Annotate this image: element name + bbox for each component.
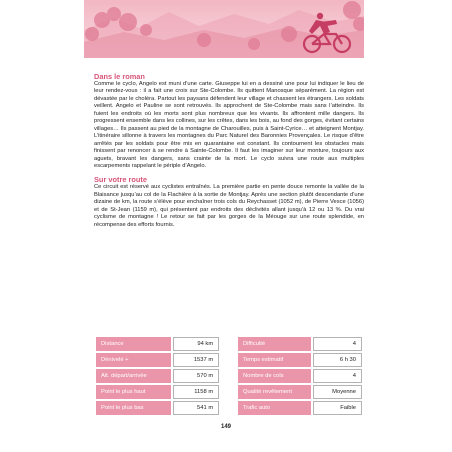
page-number: 149	[220, 424, 231, 430]
stat-value: 1537 m	[173, 353, 220, 367]
stat-value: 4	[313, 337, 362, 351]
stat-value: Moyenne	[313, 385, 362, 399]
stat-value: 94 km	[173, 337, 220, 351]
article-body	[94, 72, 364, 229]
stat-label: Nombre de cols	[238, 369, 311, 383]
stat-value: 4	[313, 369, 362, 383]
stat-label: Point le plus haut	[96, 385, 171, 399]
section-title-route: Sur votre route	[94, 175, 147, 185]
section-text-route: Ce circuit est réservé aux cyclistes entraînés. La première partie en pente douce remonte la vallée de la Blaisance jusqu’au col de la Flachière à la sortie de Montjay. Après une section plutôt descendante d’une dizaine de km, la route s’élève pour enchaîner trois cols du Reychasset (1052 m), de Pierre Vesce (1056) et de St-Jean (1159 m), qui présentent par endroits des déclivités allant jusqu’à 12 ou 13 %. Du vrai cyclisme de montagne ! Le retour se fait par les gorges de la Méouge sur une route splendide, en récompense des efforts fournis.	[94, 184, 364, 228]
section-title-novel: Dans le roman	[94, 72, 145, 81]
landscape-illustration	[84, 0, 364, 58]
table-row	[96, 401, 362, 415]
stat-label: Qualité revêtement	[238, 385, 311, 399]
stat-label: Trafic auto	[238, 401, 311, 415]
table-row	[96, 337, 362, 351]
stat-label: Point le plus bas	[96, 401, 171, 415]
stat-label: Difficulté	[238, 337, 311, 351]
stat-value: 541 m	[173, 401, 220, 415]
table-row	[96, 369, 362, 383]
stat-value: 6 h 30	[313, 353, 362, 367]
stat-label: Alt. départ/arrivée	[96, 369, 171, 383]
stat-value: 1158 m	[173, 385, 220, 399]
stat-label: Distance	[96, 337, 171, 351]
table-row	[96, 385, 362, 399]
stat-label: Temps estimatif	[238, 353, 311, 367]
route-stats-table	[94, 335, 364, 417]
stat-value: 570 m	[173, 369, 220, 383]
table-row	[96, 353, 362, 367]
stat-label: Dénivelé +	[96, 353, 171, 367]
section-text-novel: Comme le cyclo, Angelo est muni d’une carte. Giuseppe lui en a dessiné une pour lui indiquer le lieu de leur rendez-vous : il a fait une croix sur Ste-Colombe. Ils quittent Manosque séparément. La région est dévastée par le choléra. Partout les paysans défendent leur village et chassent les étrangers. Les soldats veillent. Angelo et Pauline se sont retrouvés. Ils approchent de Ste-Colombe mais sans l’atteindre. Ils fuient les endroits où les morts sont plus nombreux que les vivants. Ils affrontent mille dangers. Ils progressent ensemble dans les collines, sur les crêtes, dans les bois, au fond des gorges, évitant certains villages… Ils passent au pied de la montagne de Charouilles, puis à Saint-Cyrice… et atteignent Montjay. L’itinéraire sillonne à travers les montagnes du Parc Naturel des Baronnies Provençales. Le risque d’être arrêtés par les soldats pour être mis en quarantaine est constant. Ils contournent les obstacles mais finissent par renoncer à se rendre à Sainte-Colombe. Il faut les imaginer sur leur monture, toujours aux aguets, bravant les dangers, sans crainte de la mort. Le cyclo suivra une route aux multiples escarpements rappelant le périple d’Angelo.	[94, 81, 364, 169]
stat-value: Faible	[313, 401, 362, 415]
header-illustration	[84, 0, 364, 58]
